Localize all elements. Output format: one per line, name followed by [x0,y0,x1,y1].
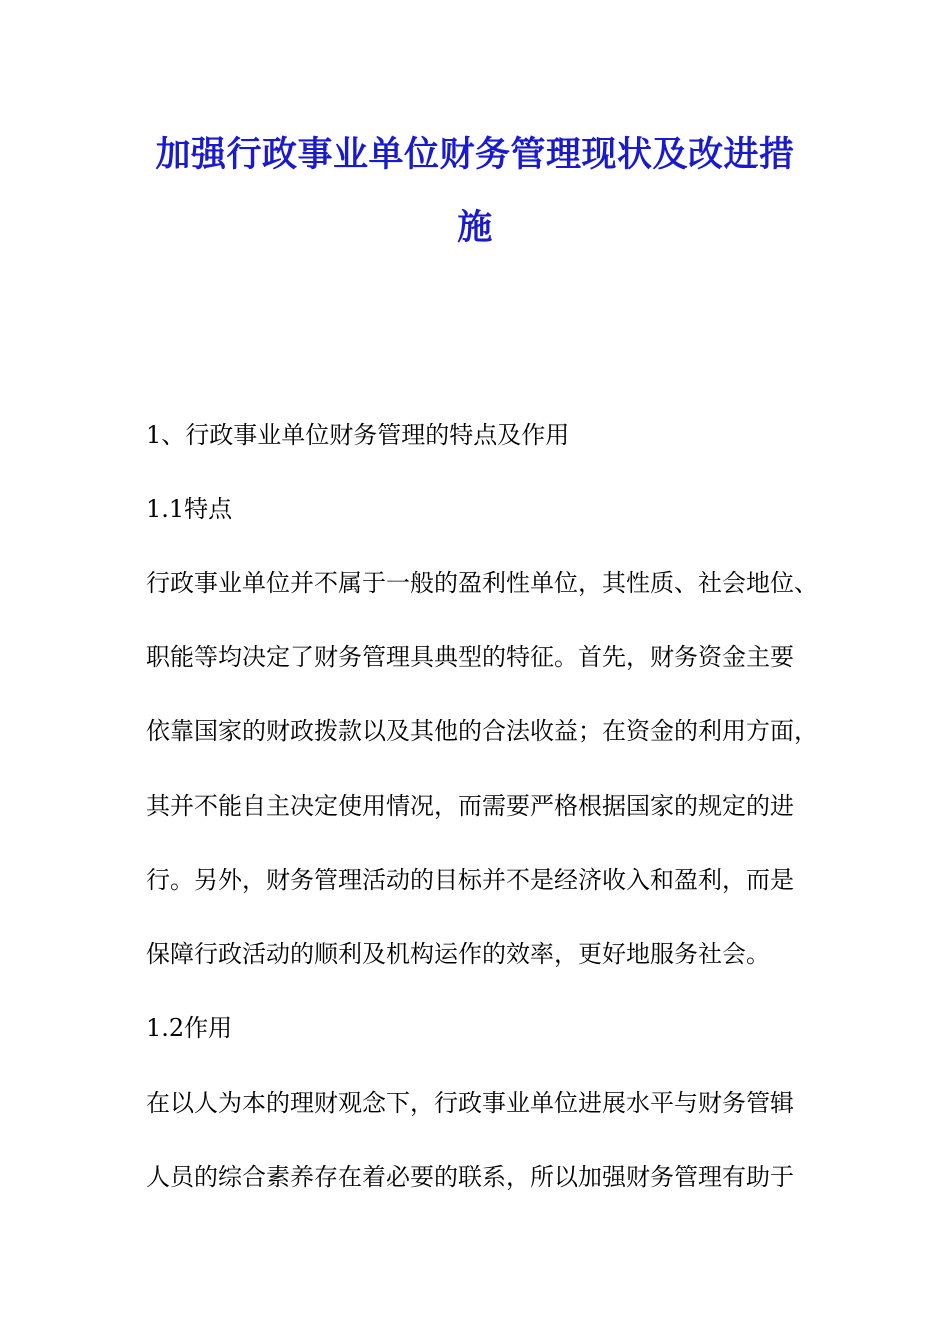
paragraph-line: 人员的综合素养存在着必要的联系，所以加强财务管理有助于 [146,1163,794,1191]
subsection-heading: 1.2作用 [146,1014,233,1042]
subsection-heading: 1.1特点 [146,495,233,523]
paragraph-line: 在以人为本的理财观念下，行政事业单位进展水平与财务管辑 [146,1089,794,1117]
paragraph-line: 依靠国家的财政拨款以及其他的合法收益；在资金的利用方面， [146,717,818,745]
paragraph-line: 其并不能自主决定使用情况，而需要严格根据国家的规定的进 [146,792,794,820]
section-heading: 1、行政事业单位财务管理的特点及作用 [146,421,570,449]
paragraph-line: 职能等均决定了财务管理具典型的特征。首先，财务资金主要 [146,643,794,671]
paragraph-line: 行。另外，财务管理活动的目标并不是经济收入和盈利，而是 [146,866,794,894]
paragraph-line: 保障行政活动的顺利及机构运作的效率，更好地服务社会。 [146,940,770,968]
paragraph-line: 行政事业单位并不属于一般的盈利性单位，其性质、社会地位、 [146,569,818,597]
document-title-line-2: 施 [457,208,493,248]
document-title-line-1: 加强行政事业单位财务管理现状及改进措 [155,135,795,175]
